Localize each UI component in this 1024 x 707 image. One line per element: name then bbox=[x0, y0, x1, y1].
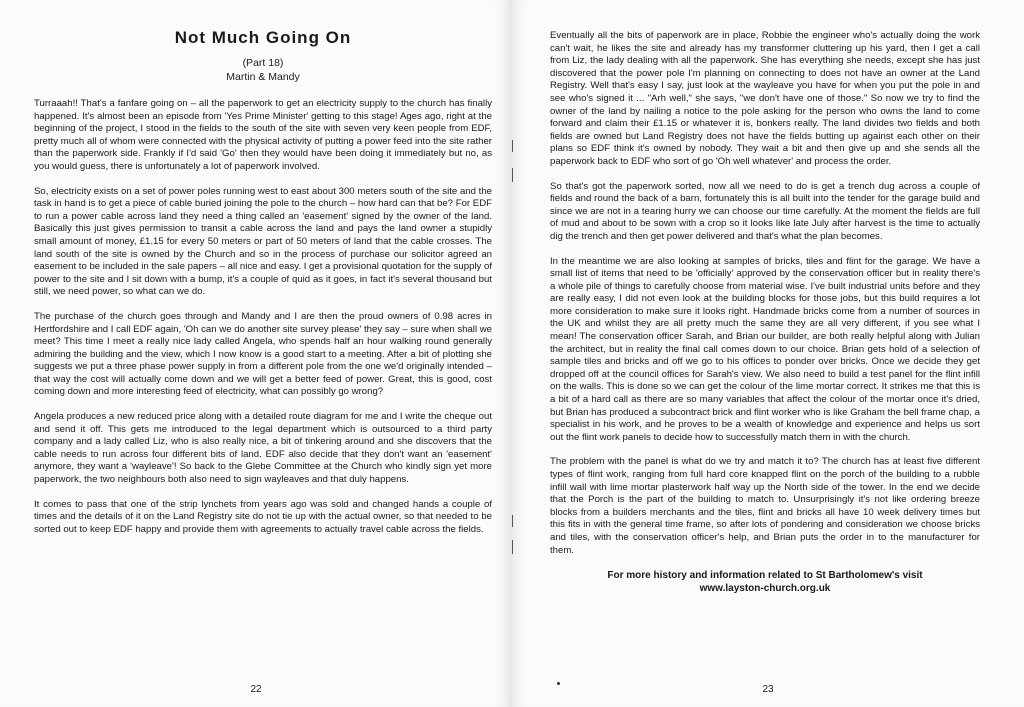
paragraph: Angela produces a new reduced price along with a detailed route diagram for me and I write the cheque out and send it off. This gets me introduced to the legal department which is outsourced to a third party company and a lady called Liz, who is also really nice, a bit of tinkering around and she discovers that the cable needs to run across four different bits of land. EDF also decide that they don't want an 'easement' anymore, they want a 'wayleave'! So back to the Glebe Committee at the Church who kindly sign yet more paperwork, the two neighbours both also need to sign wayleaves and that duly happens. bbox=[34, 411, 492, 486]
scan-mark bbox=[512, 168, 513, 182]
paragraph: In the meantime we are also looking at samples of bricks, tiles and flint for the garage. We have a small list of items that need to be 'officially' approved by the conservation officer but in reality there's a whole pile of things to carefully choose from material wise. I've built industrial units before and they are really easy, I did not even look at the building blocks for those jobs, but this build requires a lot more consideration to make sure it looks right. Handmade bricks come from a number of sources in the UK and whilst they are all pretty much the same they are all very different, if you see what I mean! The conservation officer Sarah, and Brian our builder, are both really helpful along with Julian the architect, but in reality the final call comes down to our choice. Brian gets hold of a selection of sample tiles and bricks and off we go to his offices to ponder over bricks. Once we decide they get dropped off at the council offices for Sarah's view. We also need to build a test panel for the flint infill on the walls. This is done so we can get the colour of the lime mortar correct. It strikes me that this is a bit of a hard call as there are so many variables that affect the colour of the mortar once it's dried, but Brian has produced a subcontract brick and flint worker who is like Graham the bell frame chap, a specialist in his work, and he proves to be a wealth of knowledge and experience and helps us sort out the flint work panels to decide how to successfully match them in with the church. bbox=[550, 255, 980, 443]
page-number: 22 bbox=[250, 684, 262, 695]
paragraph: Eventually all the bits of paperwork are in place, Robbie the engineer who's actually doing the work can't wait, he likes the site and already has my transformer cluttering up his yard, then I get a call from Liz, the lady dealing with all the paperwork. She has everything she needs, except she has just discovered that the power pole I'm planning on connecting to does not have an owner at the Land Registry. Well that's easy I say, just look at the wayleave you have for when you put the pole in and see who's signed it ... "Arh well," she says, "we don't have one of those." So now we try to find the owner of the land by nailing a notice to the pole asking for the person who owns the land to come forward and claim their £1.15 or whatever it is, bonkers really. The land divides two fields and both fields are owned but Land Registry does not have the fields butting up against each other on their plans so EDF think it's owned by nobody. They wait a bit and then give up and she sends all the paperwork back to EDF who sort of go 'Oh well whatever' and process the order. bbox=[550, 30, 980, 167]
scan-mark bbox=[512, 540, 513, 554]
scan-mark bbox=[512, 140, 513, 152]
paragraph: Turraaah!! That's a fanfare going on – all the paperwork to get an electricity supply to the church has finally happened. It's almost been an episode from 'Yes Prime Minister' getting to this stage! Ages ago, right at the beginning of the project, I stood in the fields to the south of the site with seven very keen people from EDF, pretty much all of whom were connected with the physical activity of putting a power feed into the site rather than the paperwork side. Frankly if I'd said 'Go' then they would have been doing it immediately but no, as you would guess, there is unfortunately a lot of paperwork involved. bbox=[34, 98, 492, 172]
right-page bbox=[512, 0, 1024, 707]
footer-url: www.layston-church.org.uk bbox=[699, 583, 831, 595]
paragraph: So, electricity exists on a set of power poles running west to east about 300 meters south of the site and the task in hand is to get a piece of cable buried joining the pole to the church – how hard can that be? For EDF to run a power cable across land they need a thing called an 'easement' signed by the owner of the land. Basically this just gives permission to transit a cable across the land and pays the land owner a stupidly small amount of money, £1.15 for every 50 meters or part of 50 meters of land that the cable crosses. The land south of the site is owned by the Church and so in the process of purchase our solicitor agreed an easement to be included in the sale papers – all nice and easy. I get a provisional quotation for the supply of power to the site and I sit down with a bump, it's a couple of quid as it goes, in fact it's several thousand but still, we need power, so what can we do. bbox=[34, 185, 492, 298]
paragraph: It comes to pass that one of the strip lynchets from years ago was sold and changed hands a couple of times and the details of it on the Land Registry site do not tie up with the actual owner, so that needed to be sorted out to keep EDF happy and provide them with agreements to actually travel cable across the fields. bbox=[34, 498, 492, 535]
scan-mark bbox=[512, 515, 513, 527]
paragraph: The purchase of the church goes through and Mandy and I are then the proud owners of 0.98 acres in Hertfordshire and I call EDF again, 'Oh can we do another site survey please' they say – sure when shall we meet? This time I meet a really nice lady called Angela, who spends half an hour walking round generally admiring the building and the view, which I now know is a good start to a meeting. After a bit of plotting she suggests we put a three phase power supply in from a different pole from the one we'd originally intended – that way the cost will actually come down and we will get a better feed of power. Great, this is good, cost coming down and more interesting feed of electricity, what can possibly go wrong? bbox=[34, 310, 493, 398]
article-title: Not Much Going On bbox=[174, 28, 352, 47]
paragraph: The problem with the panel is what do we try and match it to? The church has at least five different types of flint work, ranging from full hard core knapped flint on the porch of the building to a rubble infill wall with lime mortar plasterwork half way up the North side of the tower. In the end we decide that the Porch is the part of the building to match to. Unsurprisingly it's not like ordering breeze blocks from a builders merchants and the tiles, flint and bricks all have 10 week delivery times but this fits in with the general time frame, so after lots of pondering and consideration we choose bricks and tiles, with the conservation officer's help, and Brian puts the order in to the manufacturer for them. bbox=[550, 456, 980, 556]
footer-note bbox=[550, 569, 980, 595]
footer-line: For more history and information related to St Bartholomew's visit bbox=[607, 570, 923, 582]
scan-dot bbox=[557, 682, 560, 685]
page-number: 23 bbox=[762, 684, 774, 695]
paragraph: So that's got the paperwork sorted, now all we need to do is get a trench dug across a couple of fields and round the back of a barn, fortunately this is all built into the tender for the garage build and since we are not in a tearing hurry we can choose our time carefully. At the moment the fields are full of mud and about to be sown with a crop so it looks like late July after harvest is the time to actually dig the trench and then get power delivered and that's what the plan becomes. bbox=[550, 180, 980, 242]
article-authors: Martin & Mandy bbox=[226, 71, 300, 83]
article-part: (Part 18) bbox=[242, 57, 284, 69]
